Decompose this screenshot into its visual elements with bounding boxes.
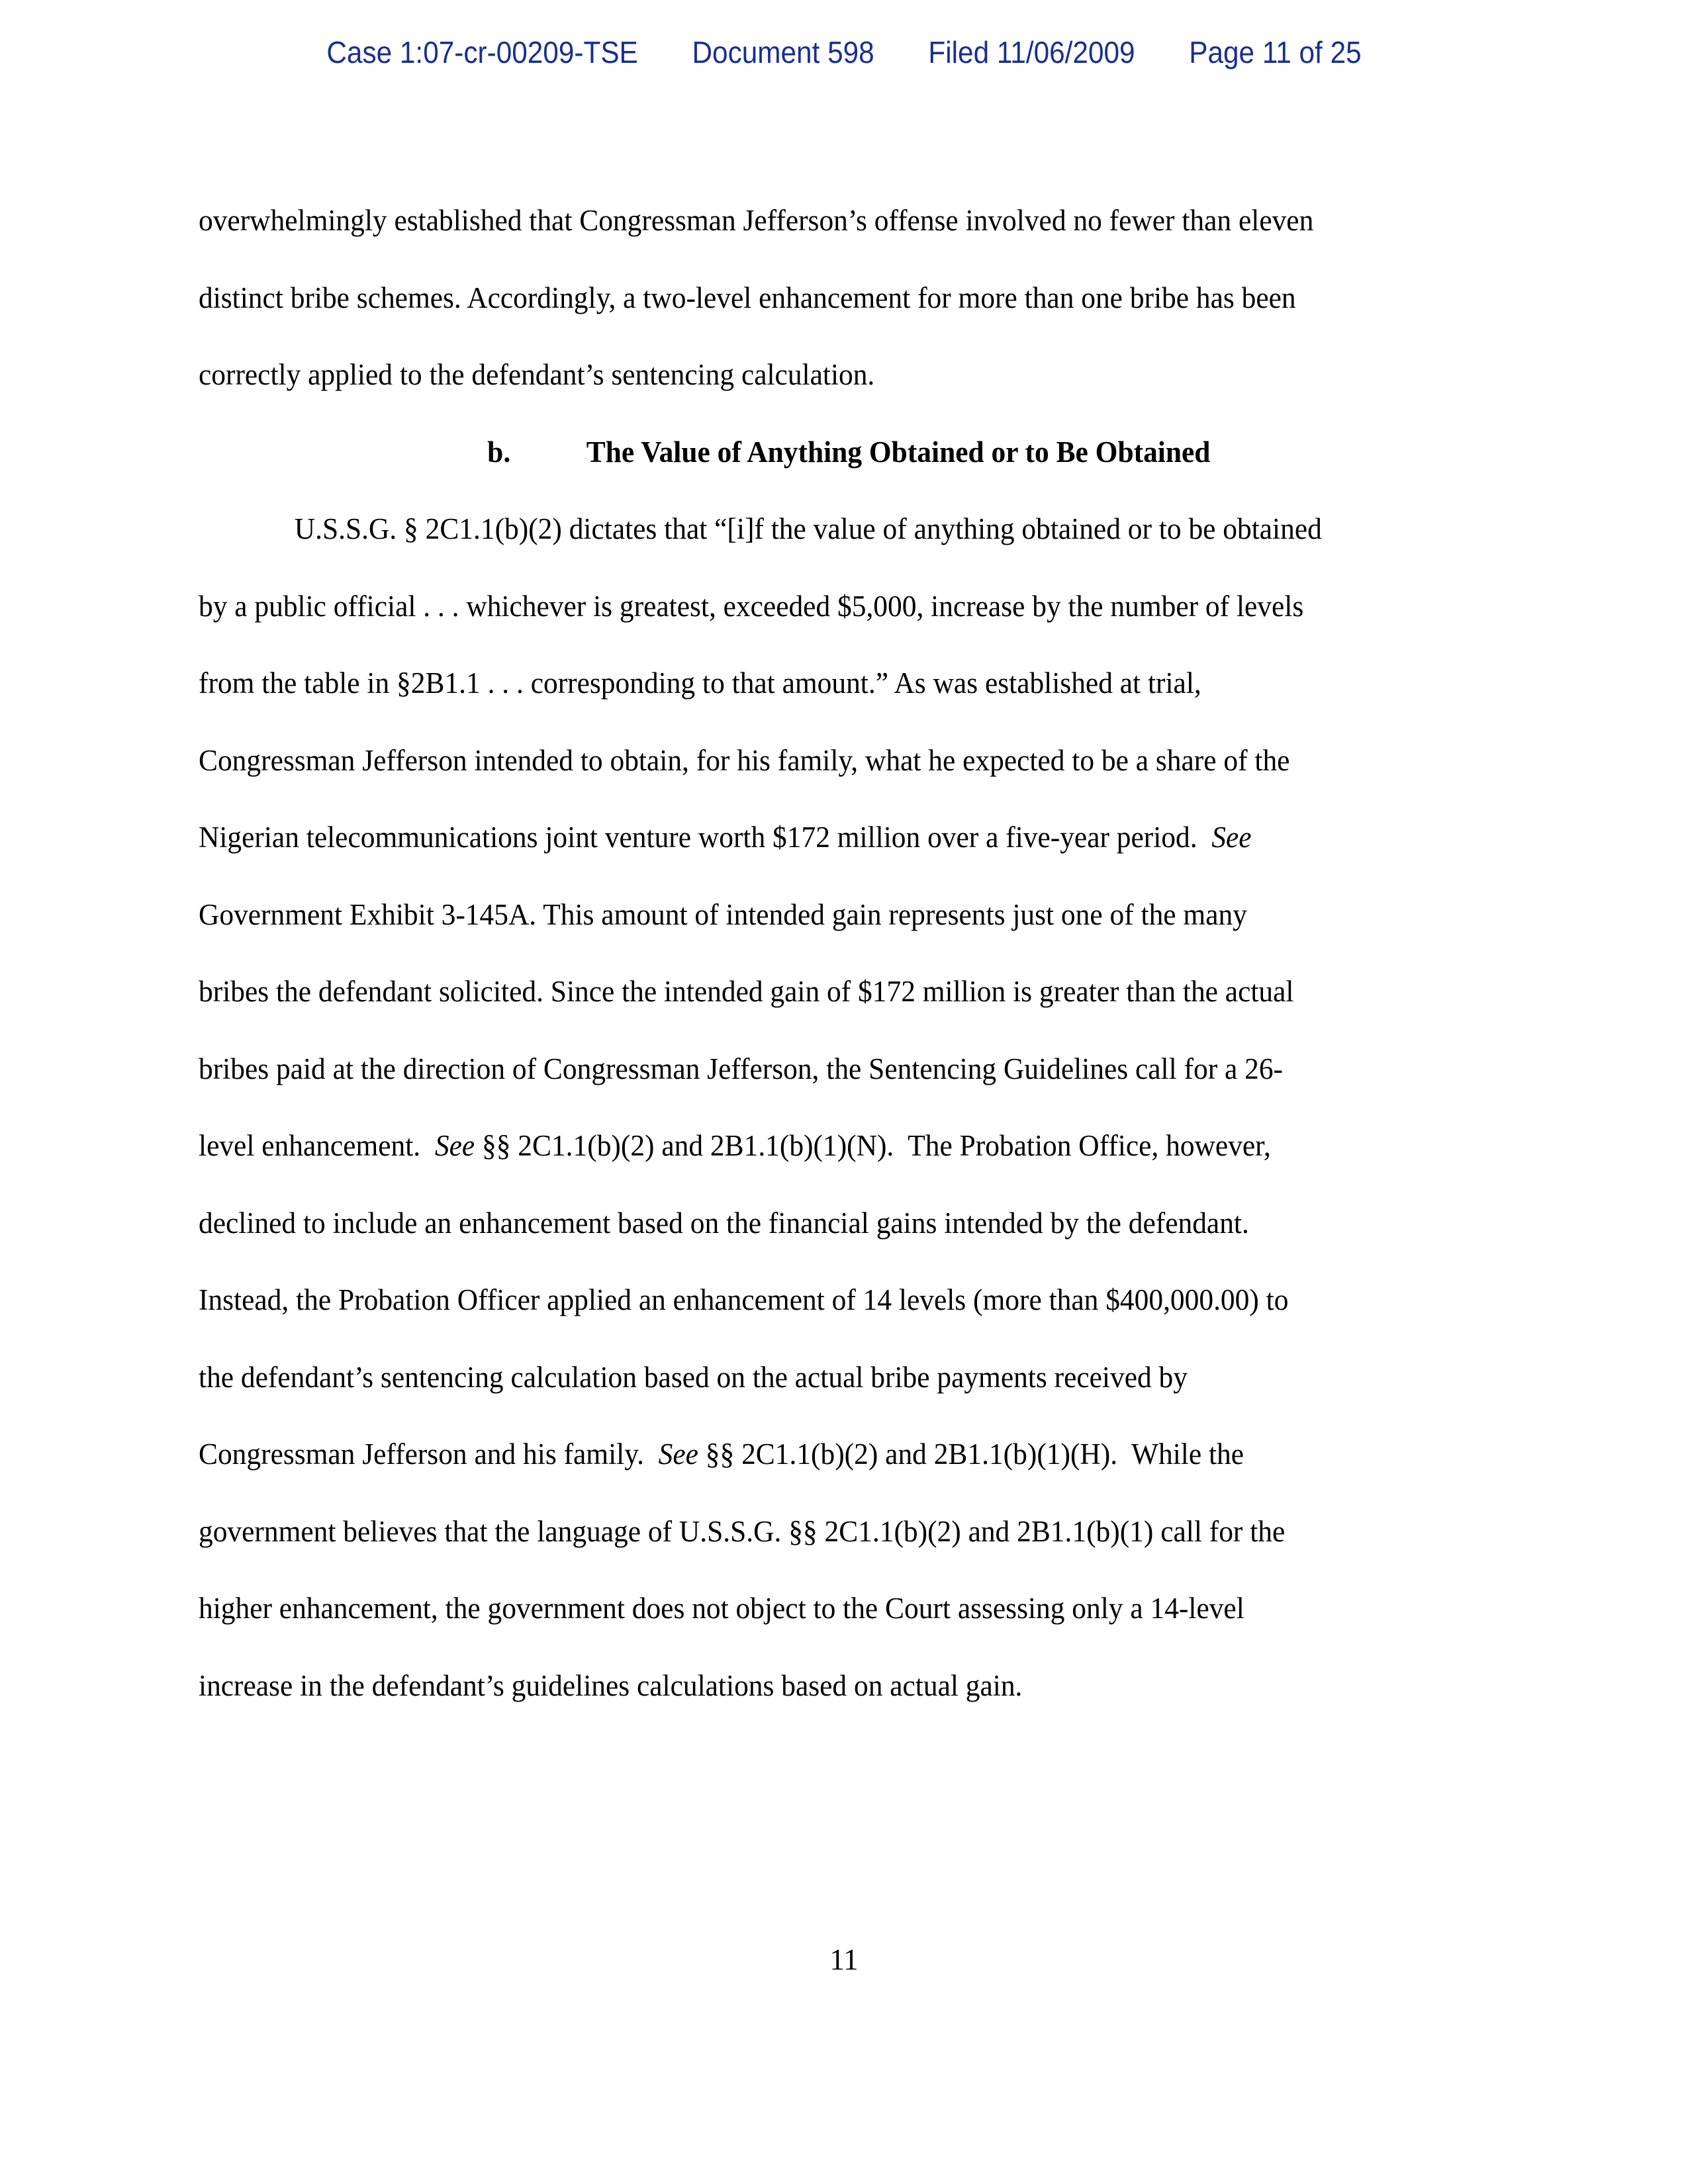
section-title: The Value of Anything Obtained or to Be Obtained: [586, 435, 1211, 469]
line-text: declined to include an enhancement based on the financial gains intended by the defendant.: [199, 1206, 1249, 1240]
body-line: [199, 660, 1450, 737]
body-line: [199, 583, 1450, 660]
line-text: government believes that the language of U.S.S.G. §§ 2C1.1(b)(2) and 2B1.1(b)(1) call for the: [199, 1514, 1286, 1548]
body-line: [199, 891, 1450, 969]
line-text: the defendant’s sentencing calculation based on the actual bribe payments received by: [199, 1360, 1188, 1394]
body-line: [199, 1277, 1450, 1354]
case-number: Case 1:07-cr-00209-TSE: [326, 35, 638, 69]
body-line: [199, 968, 1450, 1046]
line-text: from the table in §2B1.1 . . . corresponding to that amount.” As was established at trial,: [199, 666, 1201, 700]
document-number: Document 598: [692, 35, 874, 69]
body-line: [199, 1662, 1450, 1740]
section-heading: [199, 429, 1450, 506]
body-line: [199, 1122, 1450, 1200]
line-text: bribes paid at the direction of Congressman Jefferson, the Sentencing Guidelines call for a 26-: [199, 1052, 1284, 1085]
body-line: [199, 1431, 1450, 1508]
filed-date: Filed 11/06/2009: [928, 35, 1135, 69]
document-header: [68, 34, 1620, 70]
body-line: [199, 737, 1450, 815]
citation-signal: See: [1211, 821, 1252, 854]
line-text: Instead, the Probation Officer applied an enhancement of 14 levels (more than $400,000.00) to: [199, 1283, 1289, 1316]
body-line: [199, 1508, 1450, 1586]
line-text: U.S.S.G. § 2C1.1(b)(2) dictates that “[i]f the value of anything obtained or to be obtained: [294, 512, 1322, 545]
body-line: correctly applied to the defendant’s sentencing calculation.: [199, 358, 875, 391]
body-line: [199, 1585, 1450, 1662]
line-text: Government Exhibit 3-145A. This amount of intended gain represents just one of the many: [199, 897, 1247, 931]
line-text: higher enhancement, the government does not object to the Court assessing only a 14-level: [199, 1592, 1244, 1625]
body-line: [199, 1046, 1450, 1123]
line-text: Congressman Jefferson and his family.: [199, 1437, 659, 1471]
line-text: §§ 2C1.1(b)(2) and 2B1.1(b)(1)(N). The Probation Office, however,: [475, 1129, 1271, 1162]
citation-signal: See: [434, 1129, 475, 1162]
body-line: [199, 1200, 1450, 1277]
page-indicator: Page 11 of 25: [1189, 35, 1362, 69]
body-line: overwhelmingly established that Congressman Jefferson’s offense involved no fewer than eleven: [199, 204, 1314, 237]
line-text: by a public official . . . whichever is greatest, exceeded $5,000, increase by the number of levels: [199, 589, 1304, 623]
body-line: [199, 814, 1450, 891]
line-text: level enhancement.: [199, 1129, 435, 1162]
section-letter: b.: [487, 435, 511, 469]
body-line: [199, 1354, 1450, 1432]
citation-signal: See: [658, 1437, 698, 1471]
body-line: [199, 506, 1450, 583]
body-line: distinct bribe schemes. Accordingly, a two-level enhancement for more than one bribe has been: [199, 281, 1296, 314]
line-text: bribes the defendant solicited. Since the intended gain of $172 million is greater than the actual: [199, 975, 1294, 1008]
line-text: Nigerian telecommunications joint venture worth $172 million over a five-year period.: [199, 821, 1212, 854]
page-number: 11: [829, 1943, 859, 1976]
document-body: [199, 197, 1496, 1739]
line-text: §§ 2C1.1(b)(2) and 2B1.1(b)(1)(H). While the: [698, 1437, 1244, 1471]
line-text: increase in the defendant’s guidelines calculations based on actual gain.: [199, 1668, 1023, 1702]
line-text: Congressman Jefferson intended to obtain, for his family, what he expected to be a share of the: [199, 743, 1290, 777]
